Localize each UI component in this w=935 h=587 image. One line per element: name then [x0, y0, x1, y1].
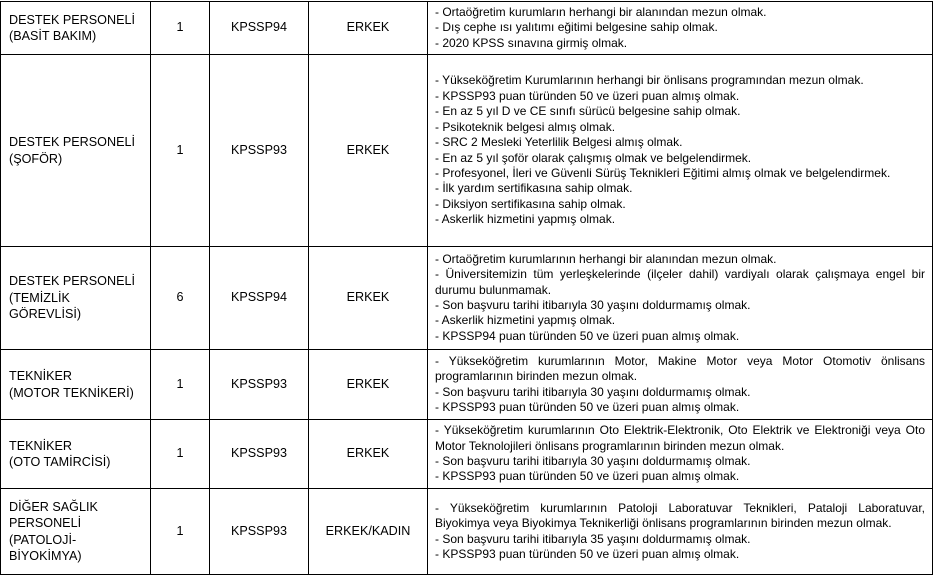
requirements-list: [435, 5, 925, 51]
requirement-item: - KPSSP93 puan türünden 50 ve üzeri puan almış olmak.: [435, 546, 740, 561]
requirement-item: - Son başvuru tarihi itibarıyla 30 yaşını doldurmamış olmak.: [435, 454, 751, 468]
table-row: [1, 489, 933, 575]
requirement-item: - Yükseköğretim kurumlarının Oto Elektrik-Elektronik, Oto Elektrik ve Elektroniği veya Oto Motor Teknolojileri önlisans programlarının birinden mezun olmak.: [435, 423, 925, 453]
requirement-item: - En az 5 yıl D ve CE sınıfı sürücü belgesine sahip olmak.: [435, 104, 741, 119]
requirement-item: - Askerlik hizmetini yapmış olmak.: [435, 212, 616, 227]
requirement-item: - 2020 KPSS sınavına girmiş olmak.: [435, 35, 628, 50]
requirements-cell: [428, 2, 933, 55]
position-count: 1: [151, 2, 210, 55]
position-title-line: GÖREVLİSİ): [9, 307, 82, 322]
requirements-list: [435, 73, 925, 227]
position-title-cell: [1, 247, 151, 350]
position-title-line: (PATOLOJİ-: [9, 532, 77, 547]
gender: ERKEK/KADIN: [309, 489, 428, 575]
requirement-item: - Dış cephe ısı yalıtımı eğitimi belgesine sahip olmak.: [435, 20, 718, 35]
position-title-line: TEKNİKER: [9, 438, 72, 453]
position-title-cell: [1, 489, 151, 575]
requirement-item: - Profesyonel, İleri ve Güvenli Sürüş Teknikleri Eğitimi almış olmak ve belgelendirmek.: [435, 165, 891, 180]
requirement-item: - KPSSP93 puan türünden 50 ve üzeri puan almış olmak.: [435, 469, 740, 484]
score-type: KPSSP94: [210, 2, 309, 55]
position-count: 1: [151, 350, 210, 420]
requirement-item: - SRC 2 Mesleki Yeterlilik Belgesi almış olmak.: [435, 135, 683, 150]
table-row: [1, 247, 933, 350]
requirement-item: - Yükseköğretim kurumlarının Motor, Makine Motor veya Motor Otomotiv önlisans programlarının birinden mezun olmak.: [435, 353, 925, 384]
table-row: [1, 2, 933, 55]
table-row: [1, 55, 933, 247]
position-title-line: (ŞOFÖR): [9, 151, 63, 166]
position-title-line: DİĞER SAĞLIK: [9, 499, 98, 514]
position-count: 6: [151, 247, 210, 350]
score-type: KPSSP93: [210, 55, 309, 247]
requirement-item: - Askerlik hizmetini yapmış olmak.: [435, 313, 616, 328]
position-title-line: (BASİT BAKIM): [9, 29, 97, 43]
requirement-item: - KPSSP93 puan türünden 50 ve üzeri puan almış olmak.: [435, 88, 740, 103]
gender: ERKEK: [309, 247, 428, 350]
gender: ERKEK: [309, 55, 428, 247]
requirements-cell: [428, 55, 933, 247]
requirement-item: - Ortaöğretim kurumların herhangi bir alanından mezun olmak.: [435, 4, 767, 19]
gender: ERKEK: [309, 420, 428, 489]
score-type: KPSSP93: [210, 420, 309, 489]
requirements-cell: [428, 489, 933, 575]
position-title-cell: [1, 55, 151, 247]
requirements-list: [435, 501, 925, 563]
requirement-item: - Son başvuru tarihi itibarıyla 35 yaşını doldurmamış olmak.: [435, 531, 751, 546]
position-title-line: BİYOKİMYA): [9, 549, 82, 563]
position-count: 1: [151, 420, 210, 489]
position-title-line: DESTEK PERSONELİ: [9, 12, 135, 27]
score-type: KPSSP94: [210, 247, 309, 350]
positions-table: [0, 1, 933, 575]
position-title-line: DESTEK PERSONELİ: [9, 135, 135, 149]
score-type: KPSSP93: [210, 489, 309, 575]
requirement-item: - KPSSP94 puan türünden 50 ve üzeri puan almış olmak.: [435, 328, 740, 343]
position-title-line: (OTO TAMİRCİSİ): [9, 455, 111, 469]
position-title-cell: [1, 350, 151, 420]
position-count: 1: [151, 55, 210, 247]
position-title-line: TEKNİKER: [9, 369, 72, 383]
requirement-item: - İlk yardım sertifikasına sahip olmak.: [435, 181, 633, 196]
requirements-cell: [428, 247, 933, 350]
requirement-item: - Diksiyon sertifikasına sahip olmak.: [435, 196, 626, 211]
requirement-item: - Üniversitemizin tüm yerleşkelerinde (ilçeler dahil) vardiyalı olarak çalışmaya engel bir durumu bulunmamak.: [435, 267, 925, 297]
requirements-list: [435, 252, 925, 344]
position-title-line: (MOTOR TEKNİKERİ): [9, 385, 134, 400]
requirement-item: - Ortaöğretim kurumlarının herhangi bir alanından mezun olmak.: [435, 251, 777, 266]
position-title-line: PERSONELİ: [9, 516, 82, 530]
requirements-cell: [428, 420, 933, 489]
requirements-list: [435, 354, 925, 416]
requirement-item: - Son başvuru tarihi itibarıyla 30 yaşını doldurmamış olmak.: [435, 298, 751, 312]
requirements-cell: [428, 350, 933, 420]
requirement-item: - KPSSP93 puan türünden 50 ve üzeri puan almış olmak.: [435, 399, 740, 414]
position-count: 1: [151, 489, 210, 575]
requirement-item: - Yükseköğretim Kurumlarının herhangi bir önlisans programından mezun olmak.: [435, 73, 864, 88]
requirement-item: - Psikoteknik belgesi almış olmak.: [435, 119, 616, 134]
position-title-cell: [1, 420, 151, 489]
table-row: [1, 420, 933, 489]
gender: ERKEK: [309, 350, 428, 420]
requirements-list: [435, 423, 925, 485]
position-title-line: DESTEK PERSONELİ: [9, 274, 135, 289]
position-title-line: (TEMİZLİK: [9, 290, 70, 305]
score-type: KPSSP93: [210, 350, 309, 420]
requirement-item: - Son başvuru tarihi itibarıyla 30 yaşını doldurmamış olmak.: [435, 384, 751, 399]
gender: ERKEK: [309, 2, 428, 55]
position-title-cell: [1, 2, 151, 55]
requirement-item: - En az 5 yıl şoför olarak çalışmış olmak ve belgelendirmek.: [435, 150, 752, 165]
requirement-item: - Yükseköğretim kurumlarının Patoloji Laboratuvar Teknikleri, Pataloji Laboratuvar, Biyokimya veya Biyokimya Teknikerliği önlisans programlarının birinden mezun olmak.: [435, 500, 925, 531]
table-row: [1, 350, 933, 420]
